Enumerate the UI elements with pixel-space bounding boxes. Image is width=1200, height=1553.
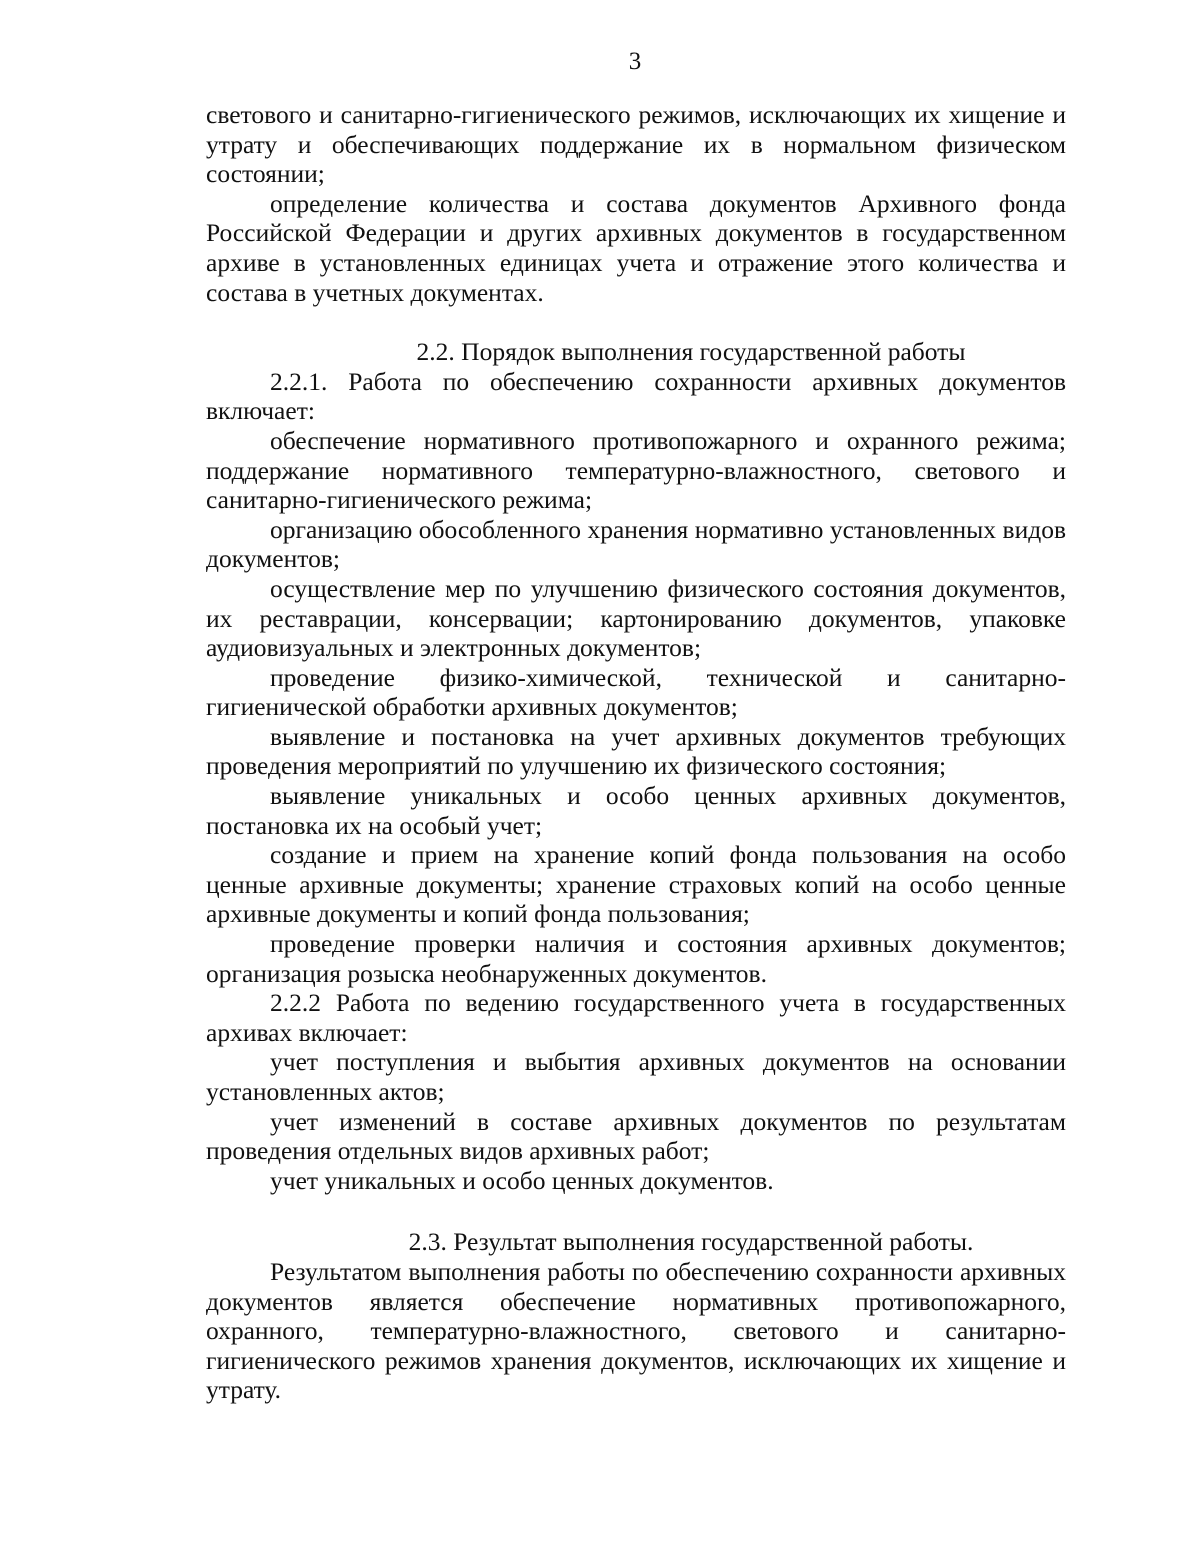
paragraph: проведение проверки наличия и состояния архивных документов; организация розыска необнаруженных документов. bbox=[206, 929, 1066, 988]
paragraph: выявление уникальных и особо ценных архивных документов, постановка их на особый учет; bbox=[206, 781, 1066, 840]
paragraph: выявление и постановка на учет архивных документов требующих проведения мероприятий по улучшению их физического состояния; bbox=[206, 721, 1066, 781]
section-heading-2-2: 2.2. Порядок выполнения государственной работы bbox=[416, 337, 966, 367]
paragraph: учет уникальных и особо ценных документов. bbox=[270, 1165, 774, 1195]
page-number: 3 bbox=[628, 48, 642, 75]
paragraph: осуществление мер по улучшению физического состояния документов, их реставрации, консервации; картонированию документов, упаковке аудиовизуальных и электронных документов; bbox=[206, 573, 1066, 663]
paragraph: организацию обособленного хранения нормативно установленных видов документов; bbox=[206, 514, 1066, 574]
paragraph-continuation: светового и санитарно-гигиенического режимов, исключающих их хищение и утрату и обеспечивающих поддержание их в нормальном физическом состоянии; bbox=[206, 100, 1066, 189]
paragraph: Результатом выполнения работы по обеспечению сохранности архивных документов является обеспечение нормативных противопожарного, охранного, температурно-влажностного, светового и санитарно-гигиенического режимов хранения документов, исключающих их хищение и утрату. bbox=[206, 1256, 1066, 1405]
paragraph: создание и прием на хранение копий фонда пользования на особо ценные архивные документы; хранение страховых копий на особо ценные архивные документы и копий фонда пользования; bbox=[206, 840, 1066, 929]
paragraph: 2.2.1. Работа по обеспечению сохранности архивных документов включает: bbox=[206, 366, 1066, 426]
paragraph: обеспечение нормативного противопожарного и охранного режима; поддержание нормативного температурно-влажностного, светового и санитарно-гигиенического режима; bbox=[206, 425, 1066, 515]
paragraph: 2.2.2 Работа по ведению государственного учета в государственных архивах включает: bbox=[206, 988, 1066, 1047]
paragraph: учет изменений в составе архивных документов по результатам проведения отдельных видов архивных работ; bbox=[206, 1106, 1066, 1166]
section-heading-2-3: 2.3. Результат выполнения государственной работы. bbox=[408, 1227, 974, 1257]
document-body bbox=[206, 100, 1066, 1405]
paragraph: определение количества и состава документов Архивного фонда Российской Федерации и других архивных документов в государственном архиве в установленных единицах учета и отражение этого количества и состава в учетных документах. bbox=[206, 188, 1066, 307]
paragraph: учет поступления и выбытия архивных документов на основании установленных актов; bbox=[206, 1047, 1066, 1106]
paragraph: проведение физико-химической, технической и санитарно-гигиенической обработки архивных документов; bbox=[206, 662, 1066, 722]
